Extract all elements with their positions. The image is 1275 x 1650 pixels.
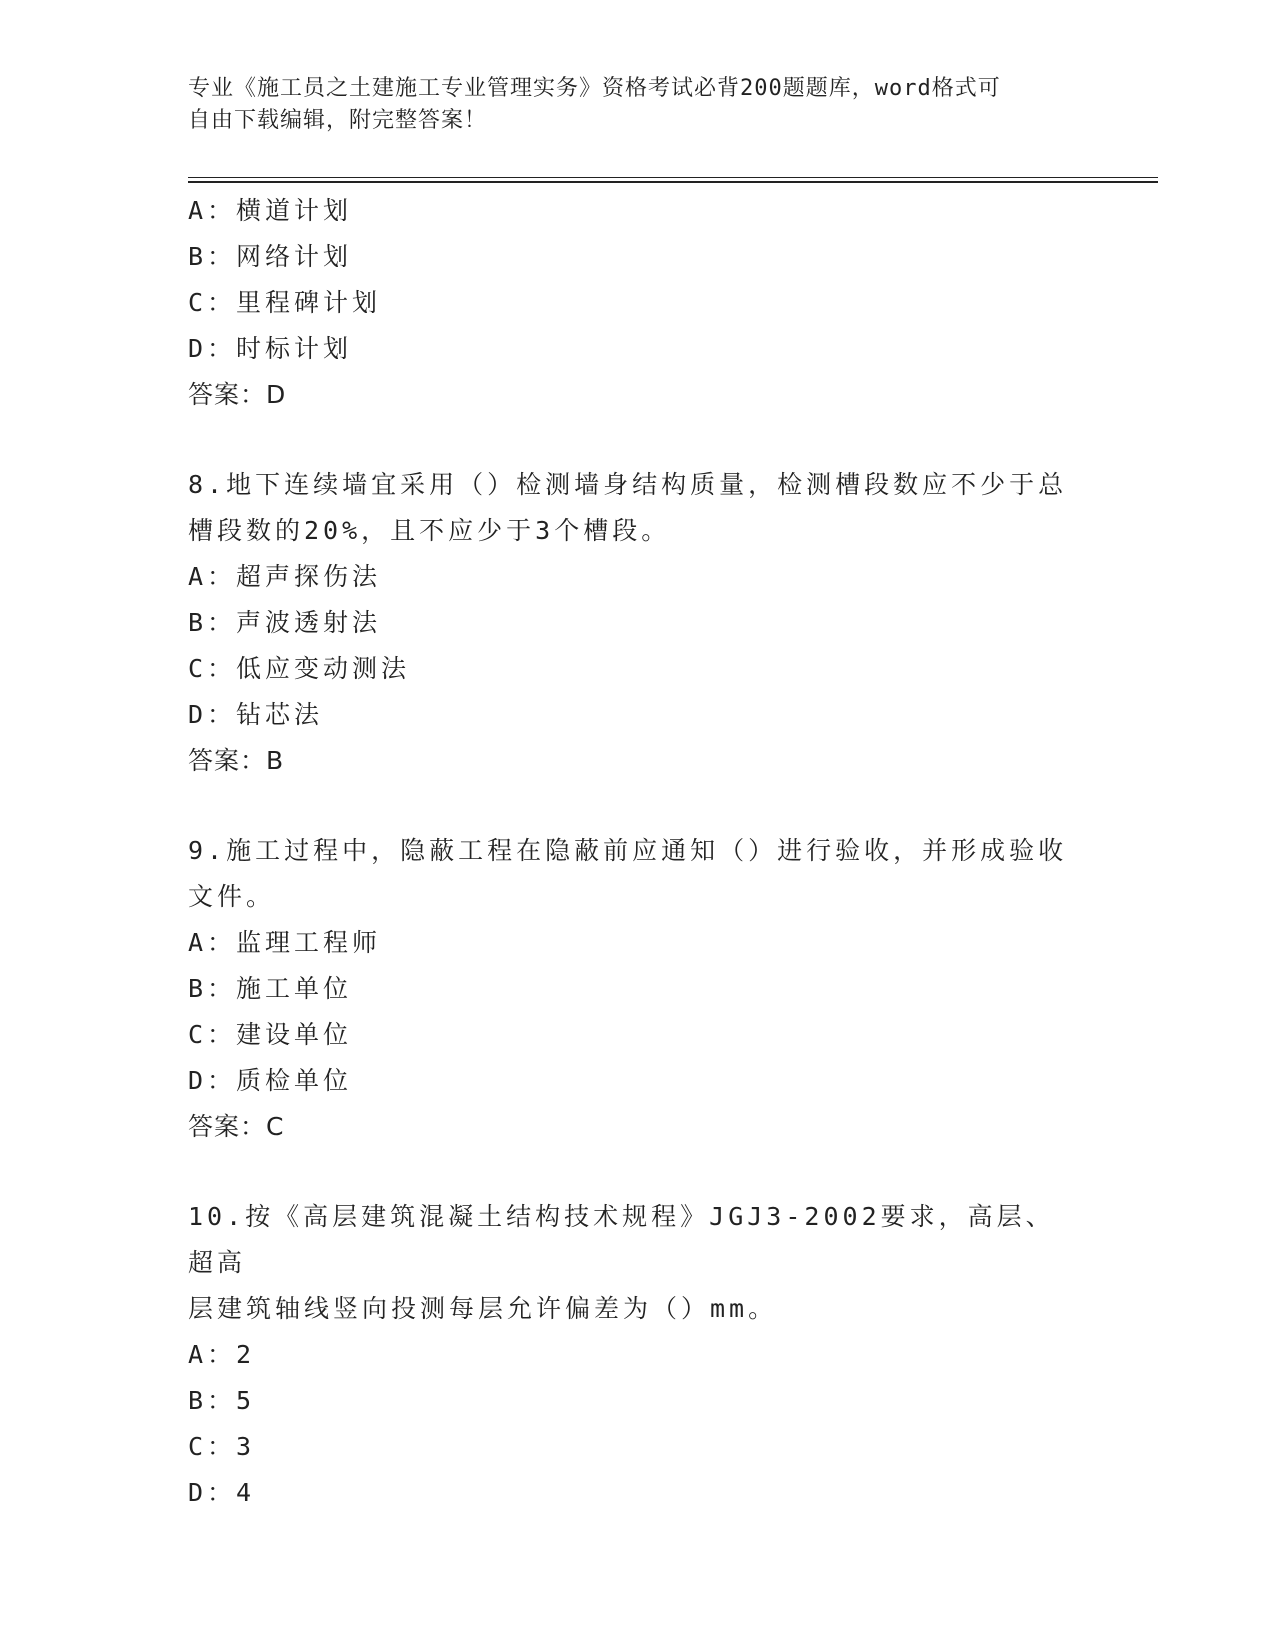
- option-b: B：5: [188, 1386, 256, 1415]
- option-d: D：质检单位: [188, 1066, 353, 1095]
- header-title-line-1: 专业《施工员之土建施工专业管理实务》资格考试必背200题题库，word格式可: [188, 76, 1001, 101]
- question-8: [188, 462, 1068, 784]
- answer-line: 答案：D: [188, 380, 287, 409]
- question-7: [188, 188, 1068, 418]
- question-10: [188, 1194, 1068, 1516]
- option-c: C：低应变动测法: [188, 654, 411, 683]
- option-b: B：施工单位: [188, 974, 353, 1003]
- answer-line: 答案：C: [188, 1112, 285, 1141]
- option-a: A：超声探伤法: [188, 562, 382, 591]
- question-stem-line-1: 8.地下连续墙宜采用（）检测墙身结构质量，检测槽段数应不少于总: [188, 470, 1068, 499]
- question-stem-line-1: 10.按《高层建筑混凝土结构技术规程》JGJ3-2002要求，高层、超高: [188, 1202, 1055, 1277]
- question-stem-line-2: 槽段数的20%，且不应少于3个槽段。: [188, 516, 671, 545]
- option-c: C：建设单位: [188, 1020, 353, 1049]
- question-9: [188, 828, 1068, 1150]
- option-a: A：横道计划: [188, 196, 353, 225]
- header-title-line-2: 自由下载编辑，附完整答案！: [188, 108, 488, 133]
- question-stem-line-2: 文件。: [188, 882, 276, 911]
- option-c: C：3: [188, 1432, 256, 1461]
- header-divider-thick: [188, 181, 1158, 183]
- option-a: A：2: [188, 1340, 256, 1369]
- document-header: [188, 73, 1068, 137]
- option-c: C：里程碑计划: [188, 288, 382, 317]
- option-a: A：监理工程师: [188, 928, 382, 957]
- header-divider-thin: [188, 177, 1158, 178]
- option-b: B：声波透射法: [188, 608, 382, 637]
- question-list: [188, 188, 1068, 1516]
- option-b: B：网络计划: [188, 242, 353, 271]
- answer-line: 答案：B: [188, 746, 285, 775]
- question-stem-line-1: 9.施工过程中，隐蔽工程在隐蔽前应通知（）进行验收，并形成验收: [188, 836, 1068, 865]
- option-d: D：4: [188, 1478, 256, 1507]
- option-d: D：钻芯法: [188, 700, 324, 729]
- question-stem-line-2: 层建筑轴线竖向投测每层允许偏差为（）mm。: [188, 1294, 778, 1323]
- option-d: D：时标计划: [188, 334, 353, 363]
